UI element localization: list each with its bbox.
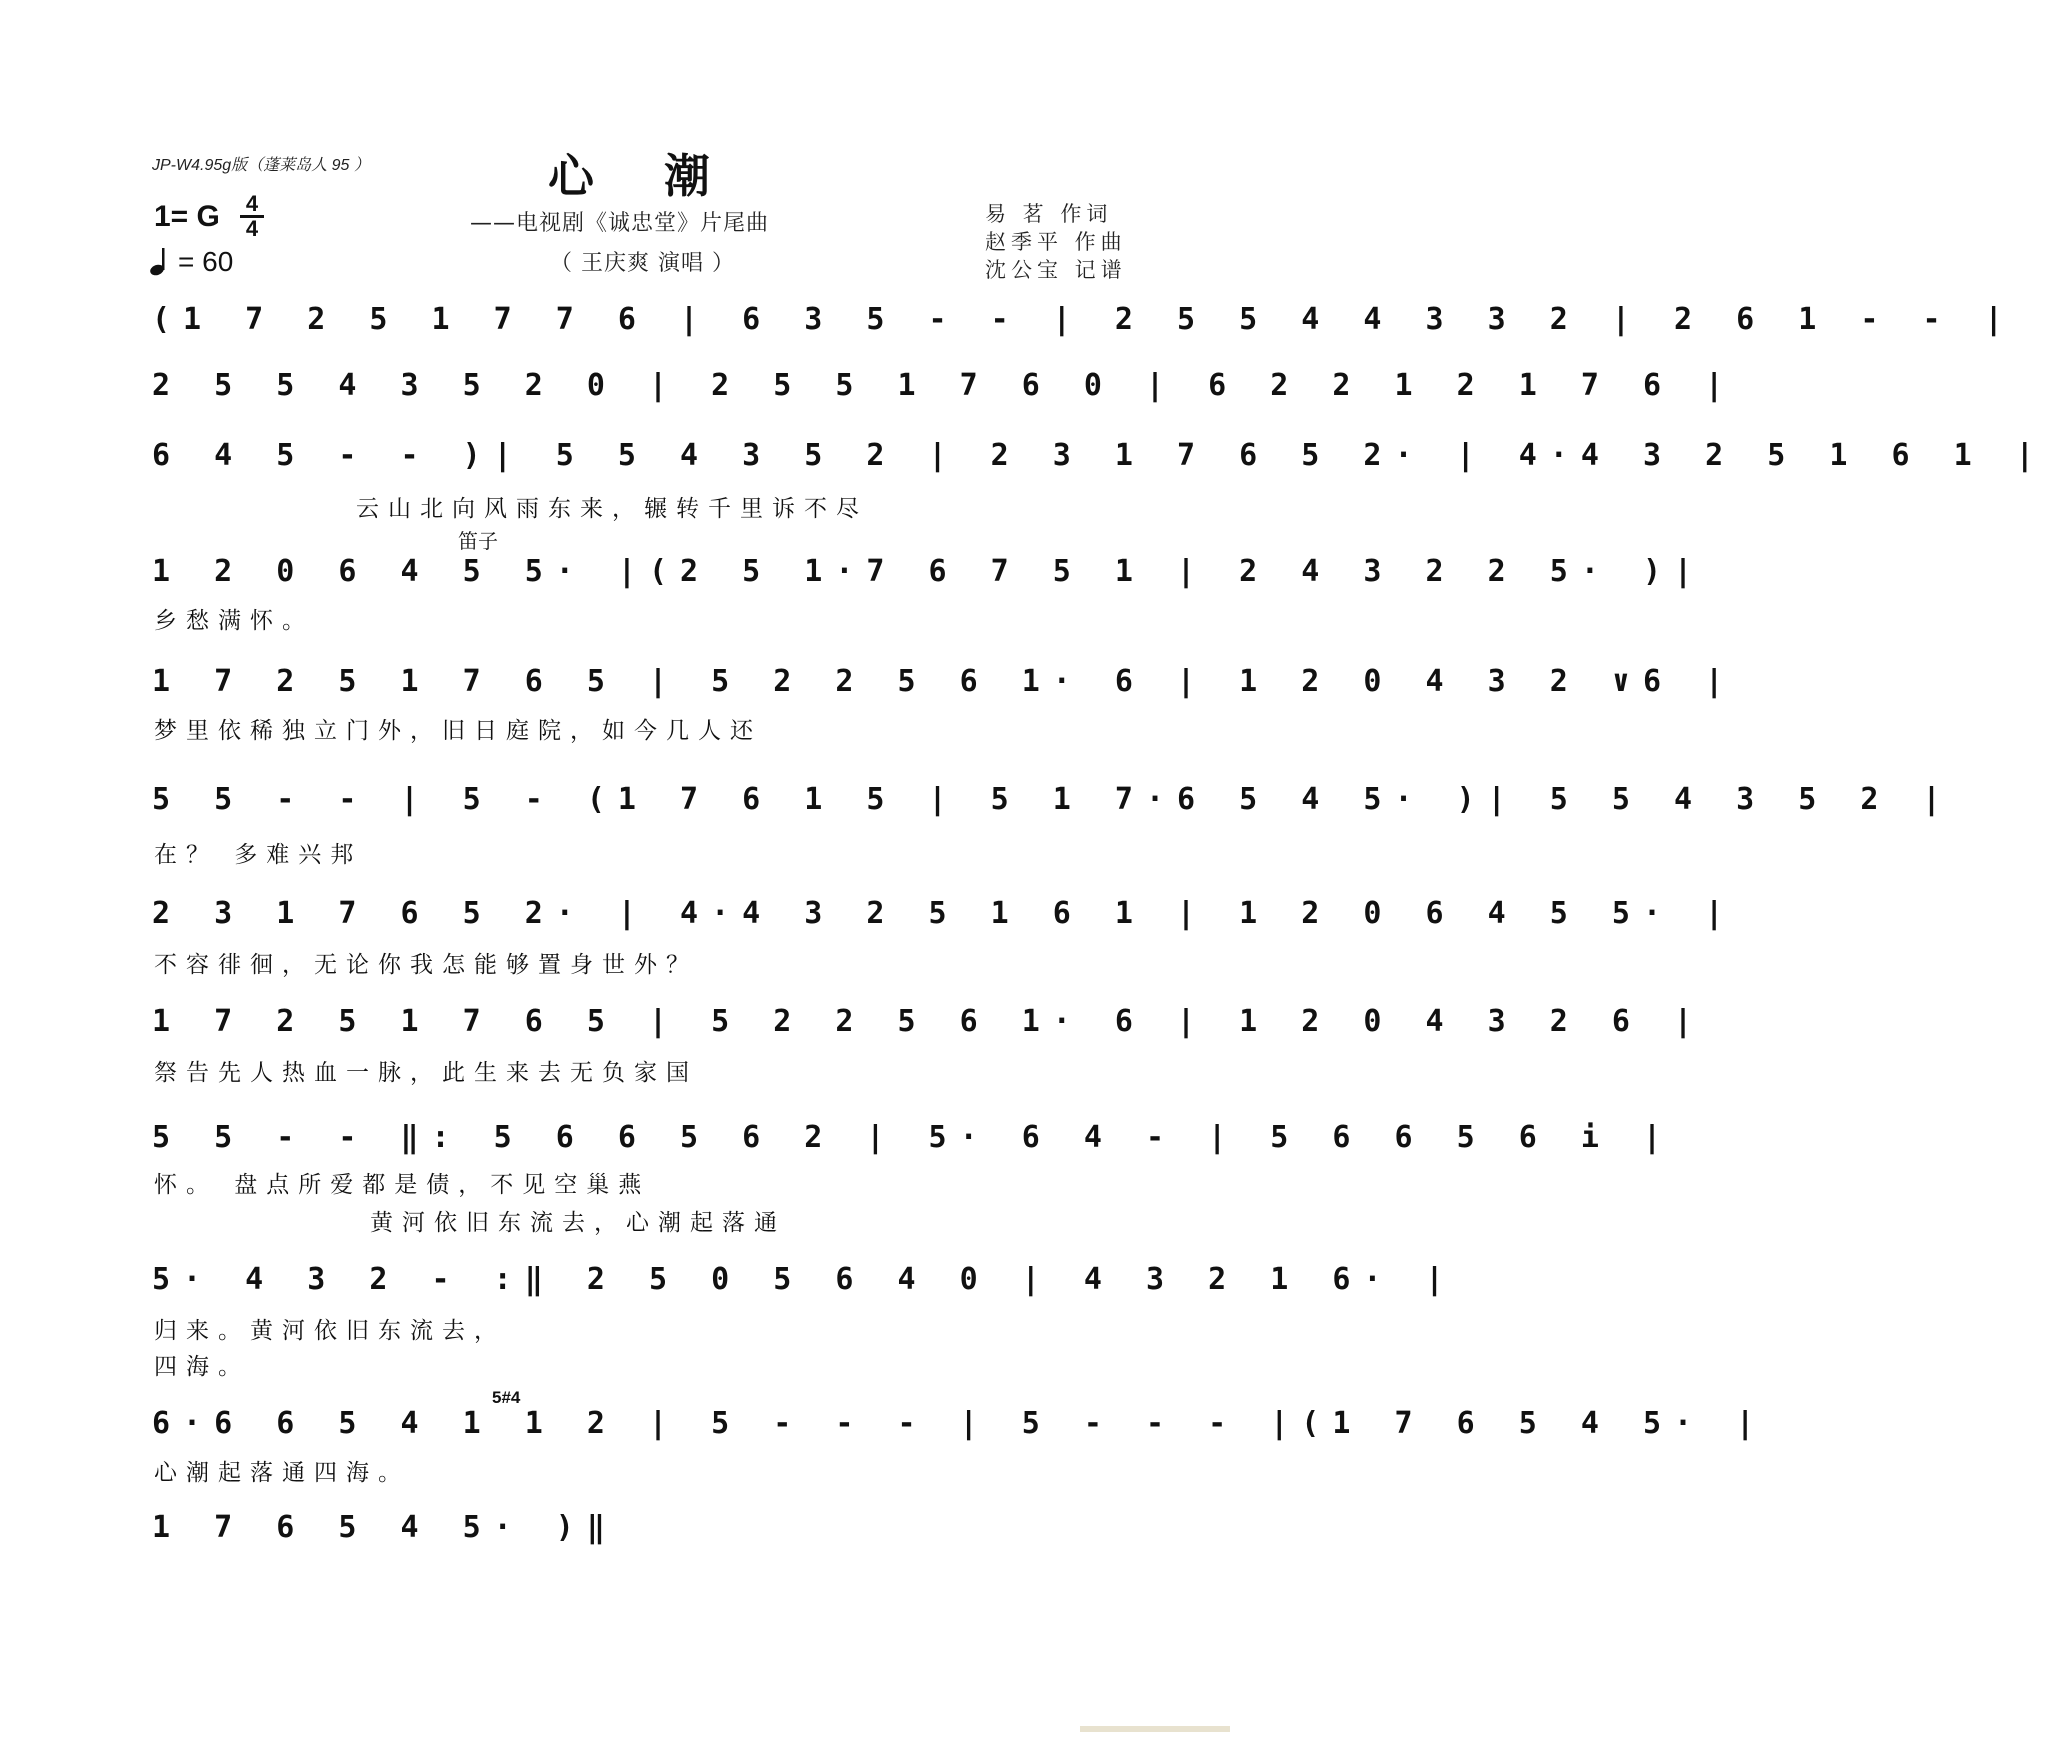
key-signature: 1= G — [154, 200, 220, 233]
time-signature-bottom: 4 — [245, 216, 259, 241]
score-line-12: 1 7 6 5 4 5· )‖ — [152, 1510, 618, 1545]
score-line-9: 5 5 - - ‖: 5 6 6 5 6 2 | 5· 6 4 - | 5 6 6 5 6 i | — [152, 1120, 1675, 1155]
lyric-line-3: 云山北向风雨东来，辗转千里诉不尽 — [356, 496, 868, 522]
instrument-cue: 笛子 — [458, 529, 498, 553]
edition-label: JP-W4.95g版（蓬莱岛人 95 ） — [152, 157, 370, 174]
lyric-line-10b: 四海。 — [154, 1354, 250, 1380]
lyric-line-11: 心潮起落通四海。 — [154, 1460, 410, 1486]
song-subtitle: ——电视剧《诚忠堂》片尾曲 — [470, 211, 770, 236]
score-line-2: 2 5 5 4 3 5 2 0 | 2 5 5 1 7 6 0 | 6 2 2 1 2 1 7 6 | — [152, 368, 1737, 403]
score-line-6: 5 5 - - | 5 - (1 7 6 1 5 | 5 1 7·6 5 4 5· )| 5 5 4 3 5 2 | — [152, 782, 1954, 817]
watermark-strip — [1080, 1726, 1230, 1732]
lyric-line-10a: 归来。黄河依旧东流去， — [154, 1318, 506, 1344]
lyric-line-6: 在？ 多难兴邦 — [154, 842, 363, 868]
lyric-line-9a: 怀。 盘点所爱都是债，不见空巢燕 — [154, 1172, 651, 1198]
score-line-11: 6·6 6 5 4 1 1 2 | 5 - - - | 5 - - - |(1 7 6 5 4 5· | — [152, 1406, 1768, 1441]
quarter-note-icon — [148, 246, 176, 276]
time-signature-top: 4 — [245, 191, 259, 216]
lyric-line-7: 不容徘徊，无论你我怎能够置身世外？ — [154, 952, 698, 978]
score-line-4: 1 2 0 6 4 5 5· |(2 5 1·7 6 7 5 1 | 2 4 3 2 2 5· )| — [152, 554, 1706, 589]
transcriber-credit: 沈公宝 记谱 — [985, 258, 1127, 282]
lyric-line-8: 祭告先人热血一脉，此生来去无负家国 — [154, 1060, 698, 1086]
performer-line: （ 王庆爽 演唱 ） — [550, 251, 735, 276]
grace-note: 5#4 — [492, 1388, 521, 1407]
lyric-line-9b: 黄河依旧东流去，心潮起落通 — [370, 1210, 786, 1236]
score-line-1: (1 7 2 5 1 7 7 6 | 6 3 5 - - | 2 5 5 4 4 3 3 2 | 2 6 1 - - | — [152, 302, 2016, 337]
score-line-10: 5· 4 3 2 - :‖ 2 5 0 5 6 4 0 | 4 3 2 1 6· | — [152, 1262, 1457, 1297]
song-title: 心潮 — [548, 149, 780, 203]
score-line-7: 2 3 1 7 6 5 2· | 4·4 3 2 5 1 6 1 | 1 2 0 6 4 5 5· | — [152, 896, 1737, 931]
score-line-5: 1 7 2 5 1 7 6 5 | 5 2 2 5 6 1· 6 | 1 2 0 4 3 2 ∨6 | — [152, 664, 1737, 699]
tempo-marking: = 60 — [178, 246, 234, 277]
score-line-3: 6 4 5 - - )| 5 5 4 3 5 2 | 2 3 1 7 6 5 2· | 4·4 3 2 5 1 6 1 | — [152, 438, 2047, 473]
time-signature — [240, 191, 264, 241]
lyric-line-5: 梦里依稀独立门外，旧日庭院，如今几人还 — [154, 718, 762, 744]
lyricist-credit: 易 茗 作词 — [985, 202, 1113, 226]
lyric-line-4: 乡愁满怀。 — [154, 608, 314, 634]
score-line-8: 1 7 2 5 1 7 6 5 | 5 2 2 5 6 1· 6 | 1 2 0 4 3 2 6 | — [152, 1004, 1706, 1039]
composer-credit: 赵季平 作曲 — [985, 230, 1127, 254]
